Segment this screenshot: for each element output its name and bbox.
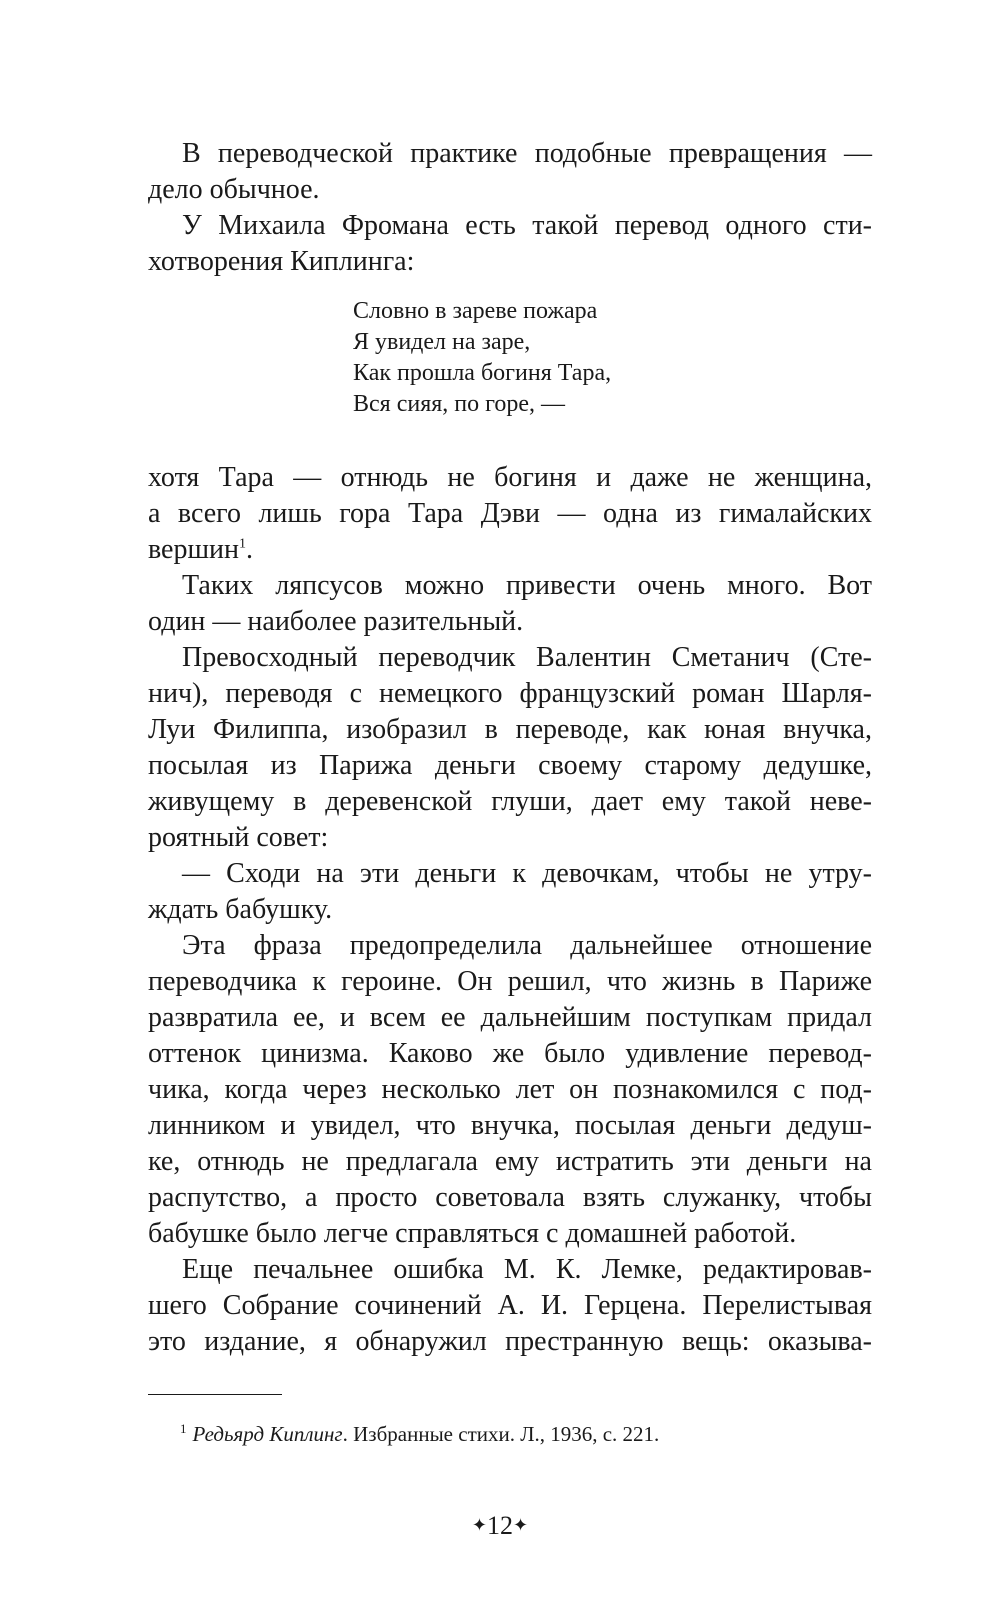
text-line: это издание, я обнаружил престранную вещь: оказыва- bbox=[148, 1326, 872, 1357]
footnote-reference[interactable]: 1 bbox=[239, 536, 247, 552]
text-line: хотворения Киплинга: bbox=[148, 246, 415, 277]
text-line: переводчика к героине. Он решил, что жизнь в Париже bbox=[148, 966, 872, 997]
text-line: линником и увидел, что внучка, посылая деньги дедуш- bbox=[148, 1110, 872, 1141]
text-line: нич), переводя с немецкого французский роман Шарля- bbox=[148, 678, 872, 709]
footnote-marker: 1 bbox=[180, 1421, 187, 1436]
text-line: Таких ляпсусов можно привести очень много. Вот bbox=[182, 570, 872, 601]
text-line: посылая из Парижа деньги своему старому дедушке, bbox=[148, 750, 872, 781]
text-line: развратила ее, и всем ее дальнейшим поступкам придал bbox=[148, 1002, 872, 1033]
text-line: живущему в деревенской глуши, дает ему такой неве- bbox=[148, 786, 872, 817]
text-line: хотя Тара — отнюдь не богиня и даже не женщина, bbox=[148, 462, 872, 493]
text-line: Превосходный переводчик Валентин Сметанич (Сте- bbox=[182, 642, 872, 673]
text-line: бабушке было легче справляться с домашней работой. bbox=[148, 1218, 797, 1249]
text-line: а всего лишь гора Тара Дэви — одна из гималайских bbox=[148, 498, 872, 529]
text-line: оттенок цинизма. Каково же было удивление перевод- bbox=[148, 1038, 872, 1069]
ornament-star-icon: ✦ bbox=[513, 1515, 529, 1535]
footnote-separator bbox=[148, 1394, 282, 1395]
poem-line: Как прошла богиня Тара, bbox=[353, 360, 612, 386]
footnote-author: Редьярд Киплинг bbox=[192, 1422, 343, 1446]
text-line: ждать бабушку. bbox=[148, 894, 333, 925]
text-line: роятный совет: bbox=[148, 822, 329, 853]
dialogue-line: — Сходи на эти деньги к девочкам, чтобы не утру- bbox=[182, 858, 872, 889]
poem-line: Я увидел на заре, bbox=[353, 329, 531, 355]
text-line: В переводческой практике подобные превращения — bbox=[182, 138, 872, 169]
text-line: чика, когда через несколько лет он познакомился с под- bbox=[148, 1074, 872, 1105]
footnote bbox=[180, 1420, 659, 1448]
poem-line: Словно в зареве пожара bbox=[353, 298, 598, 324]
text-line: один — наиболее разительный. bbox=[148, 606, 524, 637]
text-line: Еще печальнее ошибка М. К. Лемке, редактировав- bbox=[182, 1254, 872, 1285]
poem-line: Вся сияя, по горе, — bbox=[353, 391, 566, 417]
ornament-star-icon: ✦ bbox=[471, 1515, 487, 1535]
text-line: У Михаила Фромана есть такой перевод одного сти- bbox=[182, 210, 872, 241]
text-line: Эта фраза предопределила дальнейшее отношение bbox=[182, 930, 872, 961]
text-line: распутство, а просто советовала взять служанку, чтобы bbox=[148, 1182, 872, 1213]
text-line: шего Собрание сочинений А. И. Герцена. Перелистывая bbox=[148, 1290, 872, 1321]
page-number-value: 12 bbox=[487, 1511, 513, 1540]
text-line: ке, отнюдь не предлагала ему истратить эти деньги на bbox=[148, 1146, 872, 1177]
text-line: Луи Филиппа, изобразил в переводе, как юная внучка, bbox=[148, 714, 872, 745]
poem-quote bbox=[353, 296, 611, 420]
text-fragment: вершин bbox=[148, 534, 240, 565]
text-line-with-footnote: вершин$^1$. bbox=[148, 534, 254, 565]
page-number bbox=[0, 1510, 1000, 1541]
footnote-text: . Избранные стихи. Л., 1936, с. 221. bbox=[342, 1422, 660, 1446]
text-line: дело обычное. bbox=[148, 174, 320, 205]
